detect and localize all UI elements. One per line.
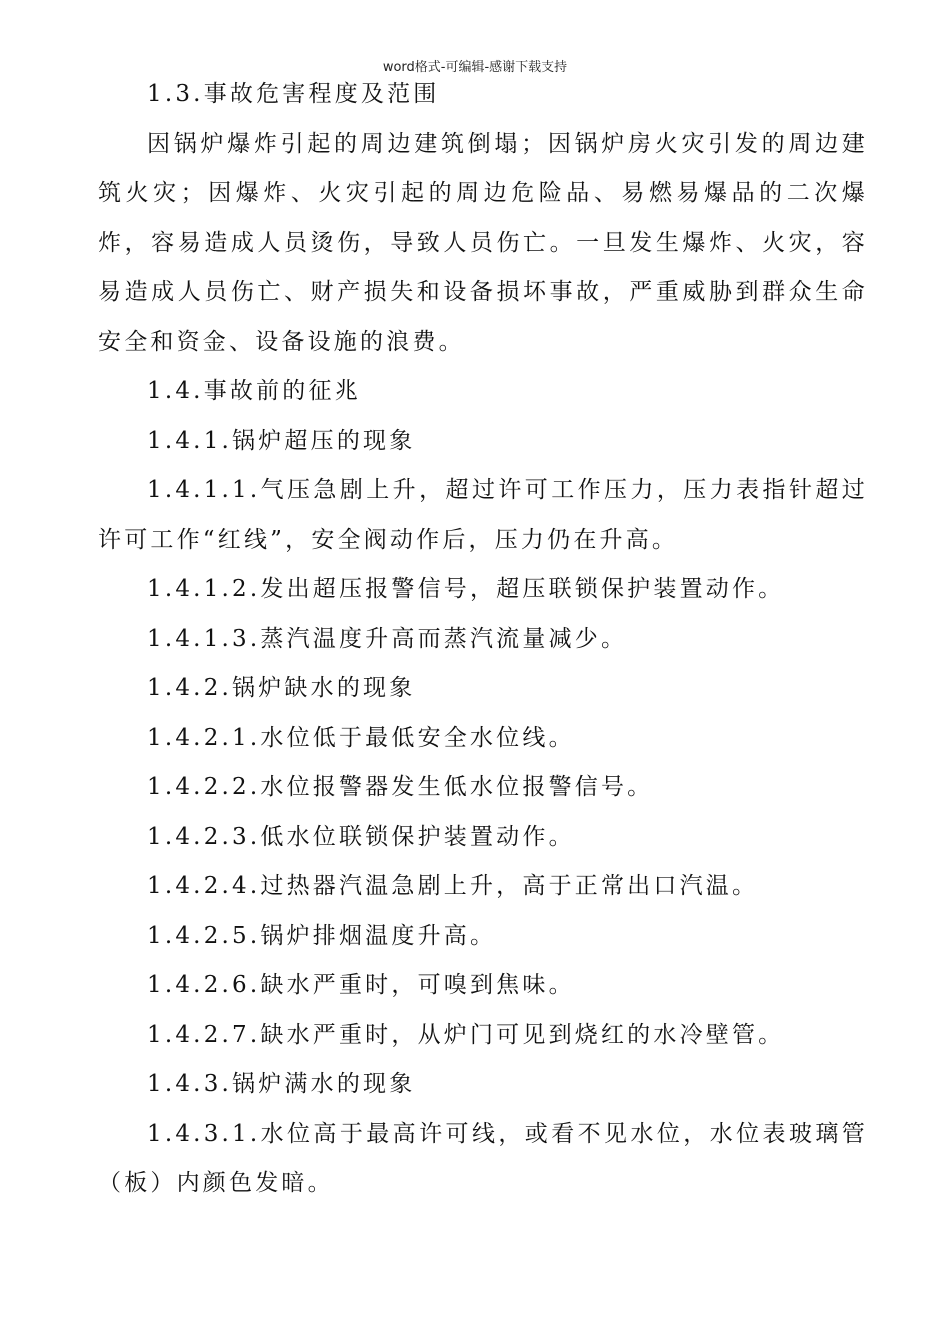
list-item-1-4-1-2: 1.4.1.2.发出超压报警信号，超压联锁保护装置动作。 [147,576,785,602]
list-item-1-4-1-1: 1.4.1.1.气压急剧上升，超过许可工作压力，压力表指针超过许可工作“红线”，安全阀动作后，压力仍在升高。 [98,477,868,553]
list-item-1-4-2-6: 1.4.2.6.缺水严重时，可嗅到焦味。 [147,972,575,998]
list-item-1-4-3-1: 1.4.3.1.水位高于最高许可线，或看不见水位，水位表玻璃管（板）内颜色发暗。 [98,1120,868,1196]
list-item-1-4-2-1: 1.4.2.1.水位低于最低安全水位线。 [147,724,575,751]
section-heading-1-3: 1.3.事故危害程度及范围 [147,81,440,107]
page-header: word格式-可编辑-感谢下载支持 [382,60,568,75]
list-item-1-4-2-7: 1.4.2.7.缺水严重时，从炉门可见到烧红的水冷壁管。 [147,1021,785,1048]
list-item-1-4-2-2: 1.4.2.2.水位报警器发生低水位报警信号。 [147,774,654,800]
document-body [98,70,868,1209]
subsection-heading-1-4-3: 1.4.3.锅炉满水的现象 [147,1071,416,1097]
list-item-1-4-2-5: 1.4.2.5.锅炉排烟温度升高。 [147,922,497,949]
list-item-1-4-2-3: 1.4.2.3.低水位联锁保护装置动作。 [147,823,575,850]
section-heading-1-4: 1.4.事故前的征兆 [147,378,361,404]
list-item-1-4-2-4: 1.4.2.4.过热器汽温急剧上升，高于正常出口汽温。 [147,873,759,899]
list-item-1-4-1-3: 1.4.1.3.蒸汽温度升高而蒸汽流量减少。 [147,625,628,652]
subsection-heading-1-4-1: 1.4.1.锅炉超压的现象 [147,427,416,454]
subsection-heading-1-4-2: 1.4.2.锅炉缺水的现象 [147,675,416,701]
body-paragraph-hazard-scope: 因锅炉爆炸引起的周边建筑倒塌；因锅炉房火灾引发的周边建筑火灾；因爆炸、火灾引起的周边危险品、易燃易爆品的二次爆炸，容易造成人员烫伤，导致人员伤亡。一旦发生爆炸、火灾，容易造成人员伤亡、财产损失和设备损坏事故，严重威胁到群众生命安全和资金、设备设施的浪费。 [98,130,868,355]
